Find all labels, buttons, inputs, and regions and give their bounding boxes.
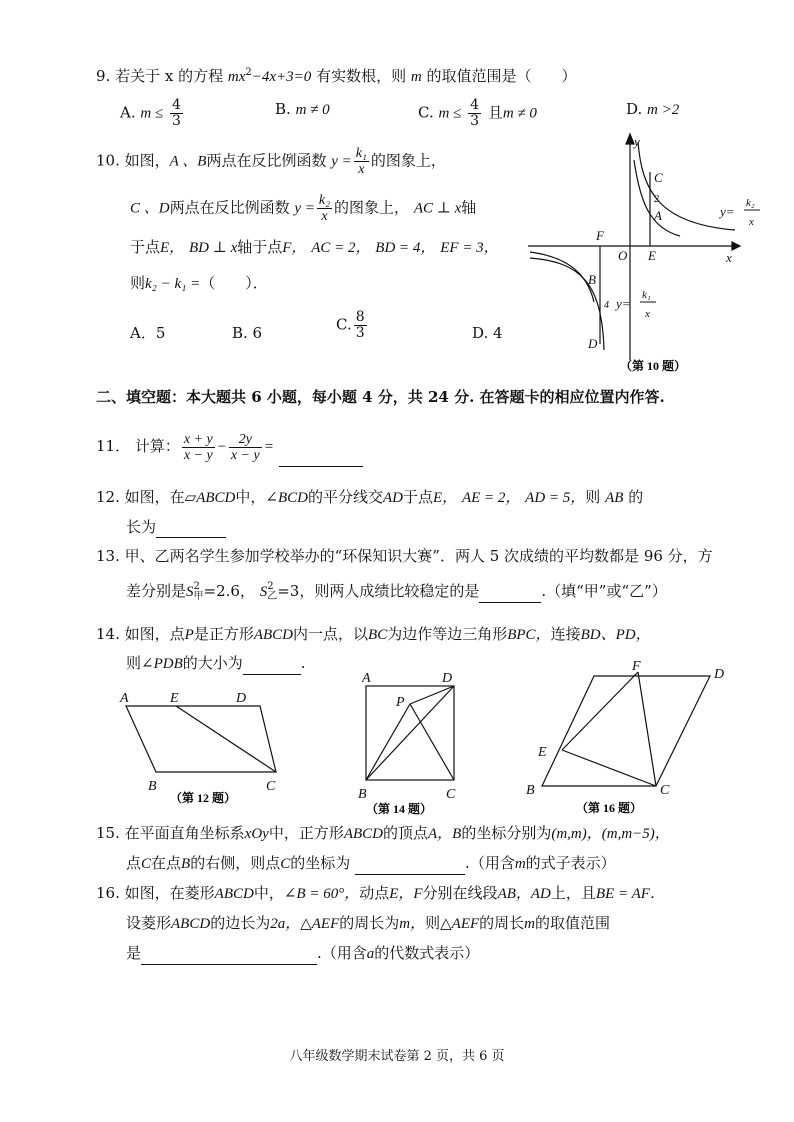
- option-expr: m ≤: [438, 105, 462, 122]
- rhombus-ABCD: [542, 676, 710, 786]
- frac-den: 3: [355, 325, 365, 341]
- q10-option-b: B. 6: [232, 324, 263, 342]
- q9-lead: 若关于 x 的方程: [115, 67, 224, 85]
- text: 在平面直角坐标系: [124, 824, 245, 842]
- text: 在点: [151, 854, 182, 872]
- text: 的图象上，: [370, 151, 446, 170]
- frac-den: 3: [172, 113, 181, 129]
- text: 如图，: [124, 151, 170, 170]
- frac-den: x − y: [183, 447, 213, 463]
- text: =3，: [277, 582, 315, 600]
- question-12-line2: [126, 516, 226, 538]
- option-expr: m >2: [647, 102, 680, 118]
- fraction: [170, 98, 183, 129]
- question-13-line2: [126, 580, 667, 603]
- math: ABCD: [214, 886, 254, 902]
- fraction: [354, 146, 369, 177]
- sup: 2: [193, 581, 200, 592]
- option-label: C.: [336, 315, 352, 334]
- label-D: D: [236, 691, 247, 706]
- text: 于点: [402, 488, 433, 506]
- text: （ ）．: [200, 274, 268, 292]
- option-label: C.: [418, 103, 434, 122]
- math: AC ⊥ x: [413, 200, 462, 217]
- math: AD = 5，: [525, 490, 586, 506]
- segment-CE: [176, 706, 276, 772]
- math: m: [514, 856, 526, 872]
- figure-q14: [356, 668, 468, 816]
- text: .（填“甲”或“乙”）: [541, 582, 667, 600]
- text: 上，且: [550, 884, 596, 902]
- q9-option-b: [275, 98, 330, 121]
- math: E，: [160, 240, 185, 256]
- label-E: E: [170, 691, 179, 706]
- frac-num: k₁: [355, 146, 367, 161]
- question-16-line3: [126, 942, 479, 965]
- label-D: D: [588, 336, 598, 351]
- y-arrow: [626, 134, 634, 144]
- question-10-line3: [130, 236, 499, 259]
- text: 分别在线段: [422, 884, 498, 902]
- q10-option-a: A．5: [130, 324, 166, 342]
- frac-num: 4: [172, 97, 181, 113]
- text: 动点: [359, 884, 390, 902]
- text: 则: [585, 488, 601, 506]
- text: 连接: [550, 625, 581, 643]
- label-B: B: [526, 783, 535, 798]
- math: BE = AF．: [595, 886, 665, 902]
- label-A: A: [362, 671, 371, 686]
- text: .: [300, 654, 306, 672]
- segment-PC: [410, 704, 454, 780]
- label-D: D: [442, 671, 453, 686]
- q9-option-c: [418, 98, 537, 129]
- q9-tail: 有实数根，则: [316, 67, 407, 85]
- label-E: E: [538, 745, 547, 760]
- math: BD = 4，: [375, 240, 436, 256]
- q10-option-d: D. 4: [472, 324, 503, 342]
- curve2-den: x: [749, 216, 754, 228]
- label-B: B: [148, 779, 157, 794]
- question-16-line2: [126, 912, 610, 935]
- parallelogram-ABCD: [126, 706, 276, 772]
- text: 中，: [253, 884, 284, 902]
- curve2-num: k₂: [746, 197, 755, 209]
- text: 的代数式表示）: [374, 944, 480, 962]
- math: A 、B: [169, 153, 207, 170]
- label-C: C: [654, 170, 663, 185]
- figure-q10: [520, 132, 790, 377]
- question-12-line1: [96, 486, 643, 509]
- math: BPC，: [507, 627, 551, 643]
- text: 甲、乙两名学生参加学校举办的“环保知识大赛”．两人 5 次成绩的平均数都是 96 分，方: [124, 547, 713, 565]
- math: ▱ABCD: [184, 490, 236, 506]
- answer-blank[interactable]: [279, 450, 363, 467]
- text: 则: [126, 654, 142, 672]
- sub: 乙: [267, 591, 278, 602]
- math: ∠BCD: [265, 490, 308, 506]
- figure-caption: （第 16 题）: [576, 801, 643, 815]
- math: ∠B = 60°，: [283, 886, 360, 902]
- label-C: C: [266, 779, 276, 794]
- math: E，: [432, 490, 458, 506]
- text: =2.6，: [203, 582, 255, 600]
- math: y =: [331, 153, 352, 170]
- text: 则两人成绩比较稳定的是: [314, 582, 480, 600]
- text: 轴于点: [237, 238, 283, 256]
- q9-var: m: [410, 69, 422, 85]
- text: .（用含: [317, 944, 367, 962]
- q9-eq-sup: 2: [245, 67, 252, 78]
- text: 的平分线交: [307, 488, 383, 506]
- option-label: A.: [120, 103, 136, 122]
- page-footer: 八年级数学期末试卷第 2 页，共 6 页: [289, 1049, 505, 1064]
- math: △AEF: [300, 916, 340, 932]
- text: 轴: [461, 198, 477, 217]
- text: 两点在反比例函数: [206, 151, 327, 170]
- q9-eq-b: −4x+3=0: [251, 69, 312, 85]
- label-C: C: [660, 783, 670, 798]
- mark-4: 4: [604, 300, 609, 311]
- section-title: 二、填空题：本大题共 6 小题，每小题 4 分，共 24 分. 在答题卡的相应位置内作答.: [96, 388, 665, 406]
- text: 长为: [126, 518, 157, 536]
- label-y: y: [634, 134, 640, 149]
- q9-eq-a: mx: [227, 69, 246, 85]
- text: 的坐标分别为: [461, 824, 552, 842]
- text: 是: [126, 944, 142, 962]
- text: 中，: [235, 488, 266, 506]
- math: AE = 2，: [461, 490, 521, 506]
- figure-q12: [112, 686, 294, 808]
- text: 差分别是: [126, 582, 187, 600]
- math: C 、D: [130, 200, 170, 217]
- text: 则: [130, 274, 146, 292]
- fraction: [317, 193, 332, 224]
- frac-num: 8: [355, 309, 365, 325]
- label-B: B: [588, 272, 596, 287]
- segment-FC: [638, 672, 656, 786]
- segment-PD: [410, 686, 454, 704]
- q9-tail2: 的取值范围是（ ）: [426, 67, 577, 85]
- segment-EC: [562, 750, 656, 786]
- answer-blank[interactable]: [243, 658, 301, 675]
- text: 的图象上，: [334, 198, 410, 217]
- frac-den: 3: [470, 113, 480, 129]
- math: y =: [294, 200, 315, 217]
- question-number: 11．: [96, 437, 131, 455]
- question-9: [96, 62, 577, 88]
- figure-caption: （第 12 题）: [170, 791, 237, 805]
- label-B: B: [358, 787, 367, 802]
- math: ∠PDB: [141, 656, 183, 672]
- answer-blank[interactable]: [355, 858, 465, 875]
- mark-2: 2: [654, 194, 659, 205]
- figure-caption: （第 10 题）: [620, 359, 687, 373]
- answer-blank[interactable]: [479, 586, 541, 603]
- curve1-lhs: y=: [616, 296, 631, 311]
- question-number: 14.: [96, 625, 120, 643]
- question-16-line1: [96, 882, 665, 905]
- text: .（用含: [465, 854, 515, 872]
- label-D: D: [714, 667, 725, 682]
- math: AD: [382, 490, 403, 506]
- math: ABCD: [171, 916, 211, 932]
- question-14-line1: [96, 623, 651, 646]
- text: 计算：: [134, 437, 180, 455]
- q9-option-a: [120, 98, 185, 129]
- fraction: [182, 432, 215, 463]
- frac-num: k₂: [318, 193, 331, 208]
- option-label: D.: [626, 100, 643, 118]
- math: −: [216, 439, 227, 455]
- question-15-line1: [96, 822, 670, 845]
- text: 如图，在: [124, 488, 185, 506]
- q9-option-d: [626, 98, 679, 121]
- option-tail: 且: [487, 103, 503, 122]
- figure-caption: （第 14 题）: [366, 802, 433, 816]
- math: a: [366, 946, 375, 962]
- math: AC = 2，: [311, 240, 371, 256]
- math: E，F: [389, 886, 423, 902]
- text: 的周长: [479, 914, 525, 932]
- math: C: [141, 856, 152, 872]
- sub: 甲: [193, 591, 204, 602]
- text: 的坐标为: [290, 854, 351, 872]
- text: 点: [126, 854, 142, 872]
- frac-num: x + y: [183, 431, 213, 447]
- label-E: E: [648, 248, 656, 263]
- text: 的右侧，则点: [190, 854, 281, 872]
- math: =: [263, 439, 274, 455]
- fraction: [229, 432, 262, 463]
- frac-den: x: [321, 209, 328, 224]
- question-number: 15.: [96, 824, 120, 842]
- option-tail2: m ≠ 0: [502, 105, 537, 122]
- question-10-line2: [130, 193, 476, 224]
- math: ABCD: [253, 627, 294, 643]
- fraction: [468, 98, 481, 129]
- math: F，: [282, 240, 307, 256]
- text: 是正方形: [193, 625, 254, 643]
- label-x: x: [726, 250, 732, 265]
- label-A: A: [120, 691, 129, 706]
- segment-BD: [366, 686, 454, 780]
- math: B: [181, 856, 191, 872]
- math: BD、PD，: [580, 627, 651, 643]
- text: 中，正方形: [268, 824, 344, 842]
- q10-option-c: [336, 310, 369, 341]
- text: 设菱形: [126, 914, 172, 932]
- label-C: C: [446, 787, 456, 802]
- question-number: 9.: [96, 67, 111, 85]
- question-number: 16.: [96, 884, 120, 902]
- text: 的顶点: [383, 824, 429, 842]
- label-A: A: [654, 208, 662, 223]
- text: 的式子表示）: [525, 854, 616, 872]
- frac-den: x: [358, 162, 365, 177]
- label-O: O: [618, 248, 628, 263]
- label-F: F: [596, 228, 604, 243]
- math: ABCD: [343, 826, 383, 842]
- text: 两点在反比例函数: [169, 198, 290, 217]
- text: 内一点，以: [293, 625, 369, 643]
- figure-q16: [520, 656, 742, 816]
- math: S: [259, 584, 268, 600]
- math: A，B: [428, 826, 462, 842]
- question-15-line2: [126, 852, 616, 875]
- math: EF = 3，: [440, 240, 499, 256]
- text: 如图，在菱形: [124, 884, 215, 902]
- frac-num: 2y: [229, 432, 262, 448]
- frac-den: x − y: [230, 447, 260, 463]
- s2-script: [267, 582, 277, 602]
- text: 的: [628, 488, 644, 506]
- sup: 2: [267, 581, 274, 592]
- question-10-line1: [96, 146, 446, 177]
- text: 如图，点: [124, 625, 185, 643]
- question-14-line2: [126, 652, 306, 675]
- math: AEF: [451, 916, 480, 932]
- question-13-line1: [96, 545, 713, 567]
- question-number: 10.: [96, 151, 120, 170]
- segment-BP: [366, 704, 410, 780]
- math: BC: [368, 627, 388, 643]
- fraction: [354, 310, 367, 341]
- math: S: [186, 584, 194, 600]
- text: 于点: [130, 238, 161, 256]
- math: 2a，: [270, 916, 301, 932]
- question-number: 12.: [96, 488, 120, 506]
- math: AB，AD: [497, 886, 551, 902]
- x-arrow: [732, 242, 740, 250]
- answer-blank[interactable]: [141, 948, 317, 965]
- text: 为边作等边三角形: [387, 625, 508, 643]
- option-label: B.: [275, 100, 291, 118]
- math: k₂ − k₁ =: [145, 276, 201, 292]
- question-10-line4: [130, 272, 268, 295]
- option-expr: m ≤: [140, 105, 164, 122]
- curve1-den: x: [645, 308, 650, 320]
- curve2-lhs: y=: [720, 204, 735, 219]
- text: 的大小为: [182, 654, 243, 672]
- math: P: [184, 627, 194, 643]
- text: 的边长为: [210, 914, 271, 932]
- question-11: [96, 426, 363, 467]
- math: xOy: [244, 826, 269, 842]
- math: m: [524, 916, 536, 932]
- math: AB: [605, 490, 624, 506]
- math: C: [280, 856, 291, 872]
- math: BD ⊥ x: [188, 240, 238, 256]
- math: (m,m)，(m,m−5)，: [551, 826, 670, 842]
- option-expr: m ≠ 0: [295, 102, 330, 118]
- label-F: F: [632, 659, 641, 674]
- math: m，: [399, 916, 426, 932]
- text: 的取值范围: [535, 914, 611, 932]
- curve1-num: k₁: [642, 289, 651, 301]
- question-number: 13.: [96, 547, 120, 565]
- text: 则△: [425, 914, 452, 932]
- label-P: P: [396, 695, 405, 710]
- text: 的周长为: [339, 914, 400, 932]
- answer-blank[interactable]: [156, 521, 226, 538]
- frac-num: 4: [470, 97, 480, 113]
- segment-EF: [562, 672, 638, 750]
- s1-script: [194, 582, 204, 602]
